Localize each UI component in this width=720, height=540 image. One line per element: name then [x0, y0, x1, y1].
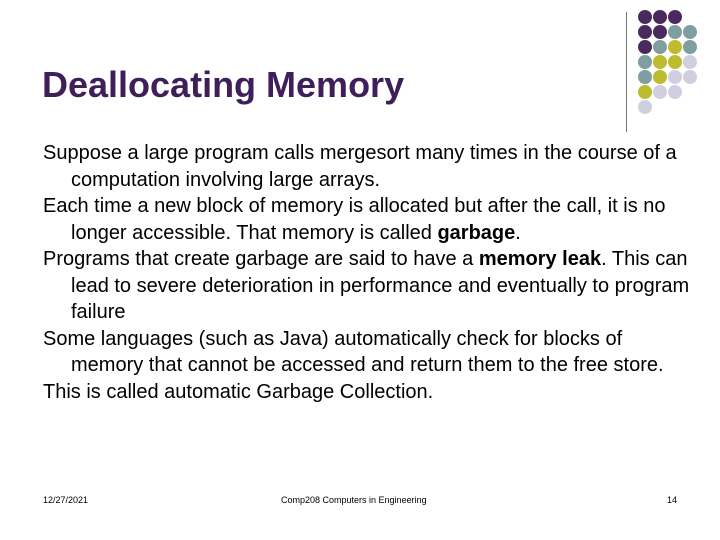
decorative-dot: [653, 25, 667, 39]
decorative-dot: [683, 40, 697, 54]
decorative-dot: [638, 40, 652, 54]
paragraph-text: Programs that create garbage are said to have a: [43, 248, 479, 270]
body-paragraph: [43, 326, 693, 379]
decorative-dot: [668, 55, 682, 69]
decorative-dot-grid: [638, 10, 718, 120]
decorative-dot: [653, 70, 667, 84]
decorative-dot: [653, 55, 667, 69]
footer-page-number: 14: [667, 495, 678, 505]
decorative-dot: [668, 70, 682, 84]
emphasis-term: memory leak: [478, 248, 602, 270]
decorative-dot: [668, 10, 682, 24]
paragraph-text: Suppose a large program calls mergesort many times in the course of a computation involving large arrays.: [43, 142, 677, 191]
decorative-dot: [653, 85, 667, 99]
paragraph-text: This is called automatic Garbage Collection.: [43, 380, 434, 403]
decorative-dot: [668, 25, 682, 39]
decorative-dot: [638, 10, 652, 24]
decorative-dot: [638, 25, 652, 39]
decorative-dot: [683, 55, 697, 69]
slide-title: Deallocating Memory: [42, 64, 405, 105]
decorative-dot: [683, 25, 697, 39]
divider-line: [626, 12, 627, 132]
decorative-dot: [638, 70, 652, 84]
emphasis-term: garbage: [437, 221, 516, 244]
slide-body: [43, 140, 693, 405]
decorative-dot: [638, 55, 652, 69]
decorative-dot: [653, 10, 667, 24]
decorative-dot: [668, 85, 682, 99]
body-paragraph: [43, 140, 693, 193]
decorative-dot: [638, 100, 652, 114]
footer-course: Comp208 Computers in Engineering: [281, 495, 427, 505]
body-paragraph: [43, 379, 693, 406]
paragraph-text: Some languages (such as Java) automatically check for blocks of memory that cannot be accessed and return them to the free store.: [43, 327, 664, 376]
paragraph-text: . This can lead to severe deterioration in performance and eventually to program failure: [71, 248, 690, 323]
paragraph-text: Each time a new block of memory is allocated but after the call, it is no longer accessible. That memory is called: [43, 195, 666, 244]
decorative-dot: [683, 70, 697, 84]
decorative-dot: [638, 85, 652, 99]
decorative-dot: [653, 40, 667, 54]
paragraph-text: .: [515, 221, 521, 244]
body-paragraph: [43, 193, 693, 246]
footer-date: 12/27/2021: [43, 495, 89, 505]
decorative-dot: [668, 40, 682, 54]
body-paragraph: [43, 246, 693, 326]
